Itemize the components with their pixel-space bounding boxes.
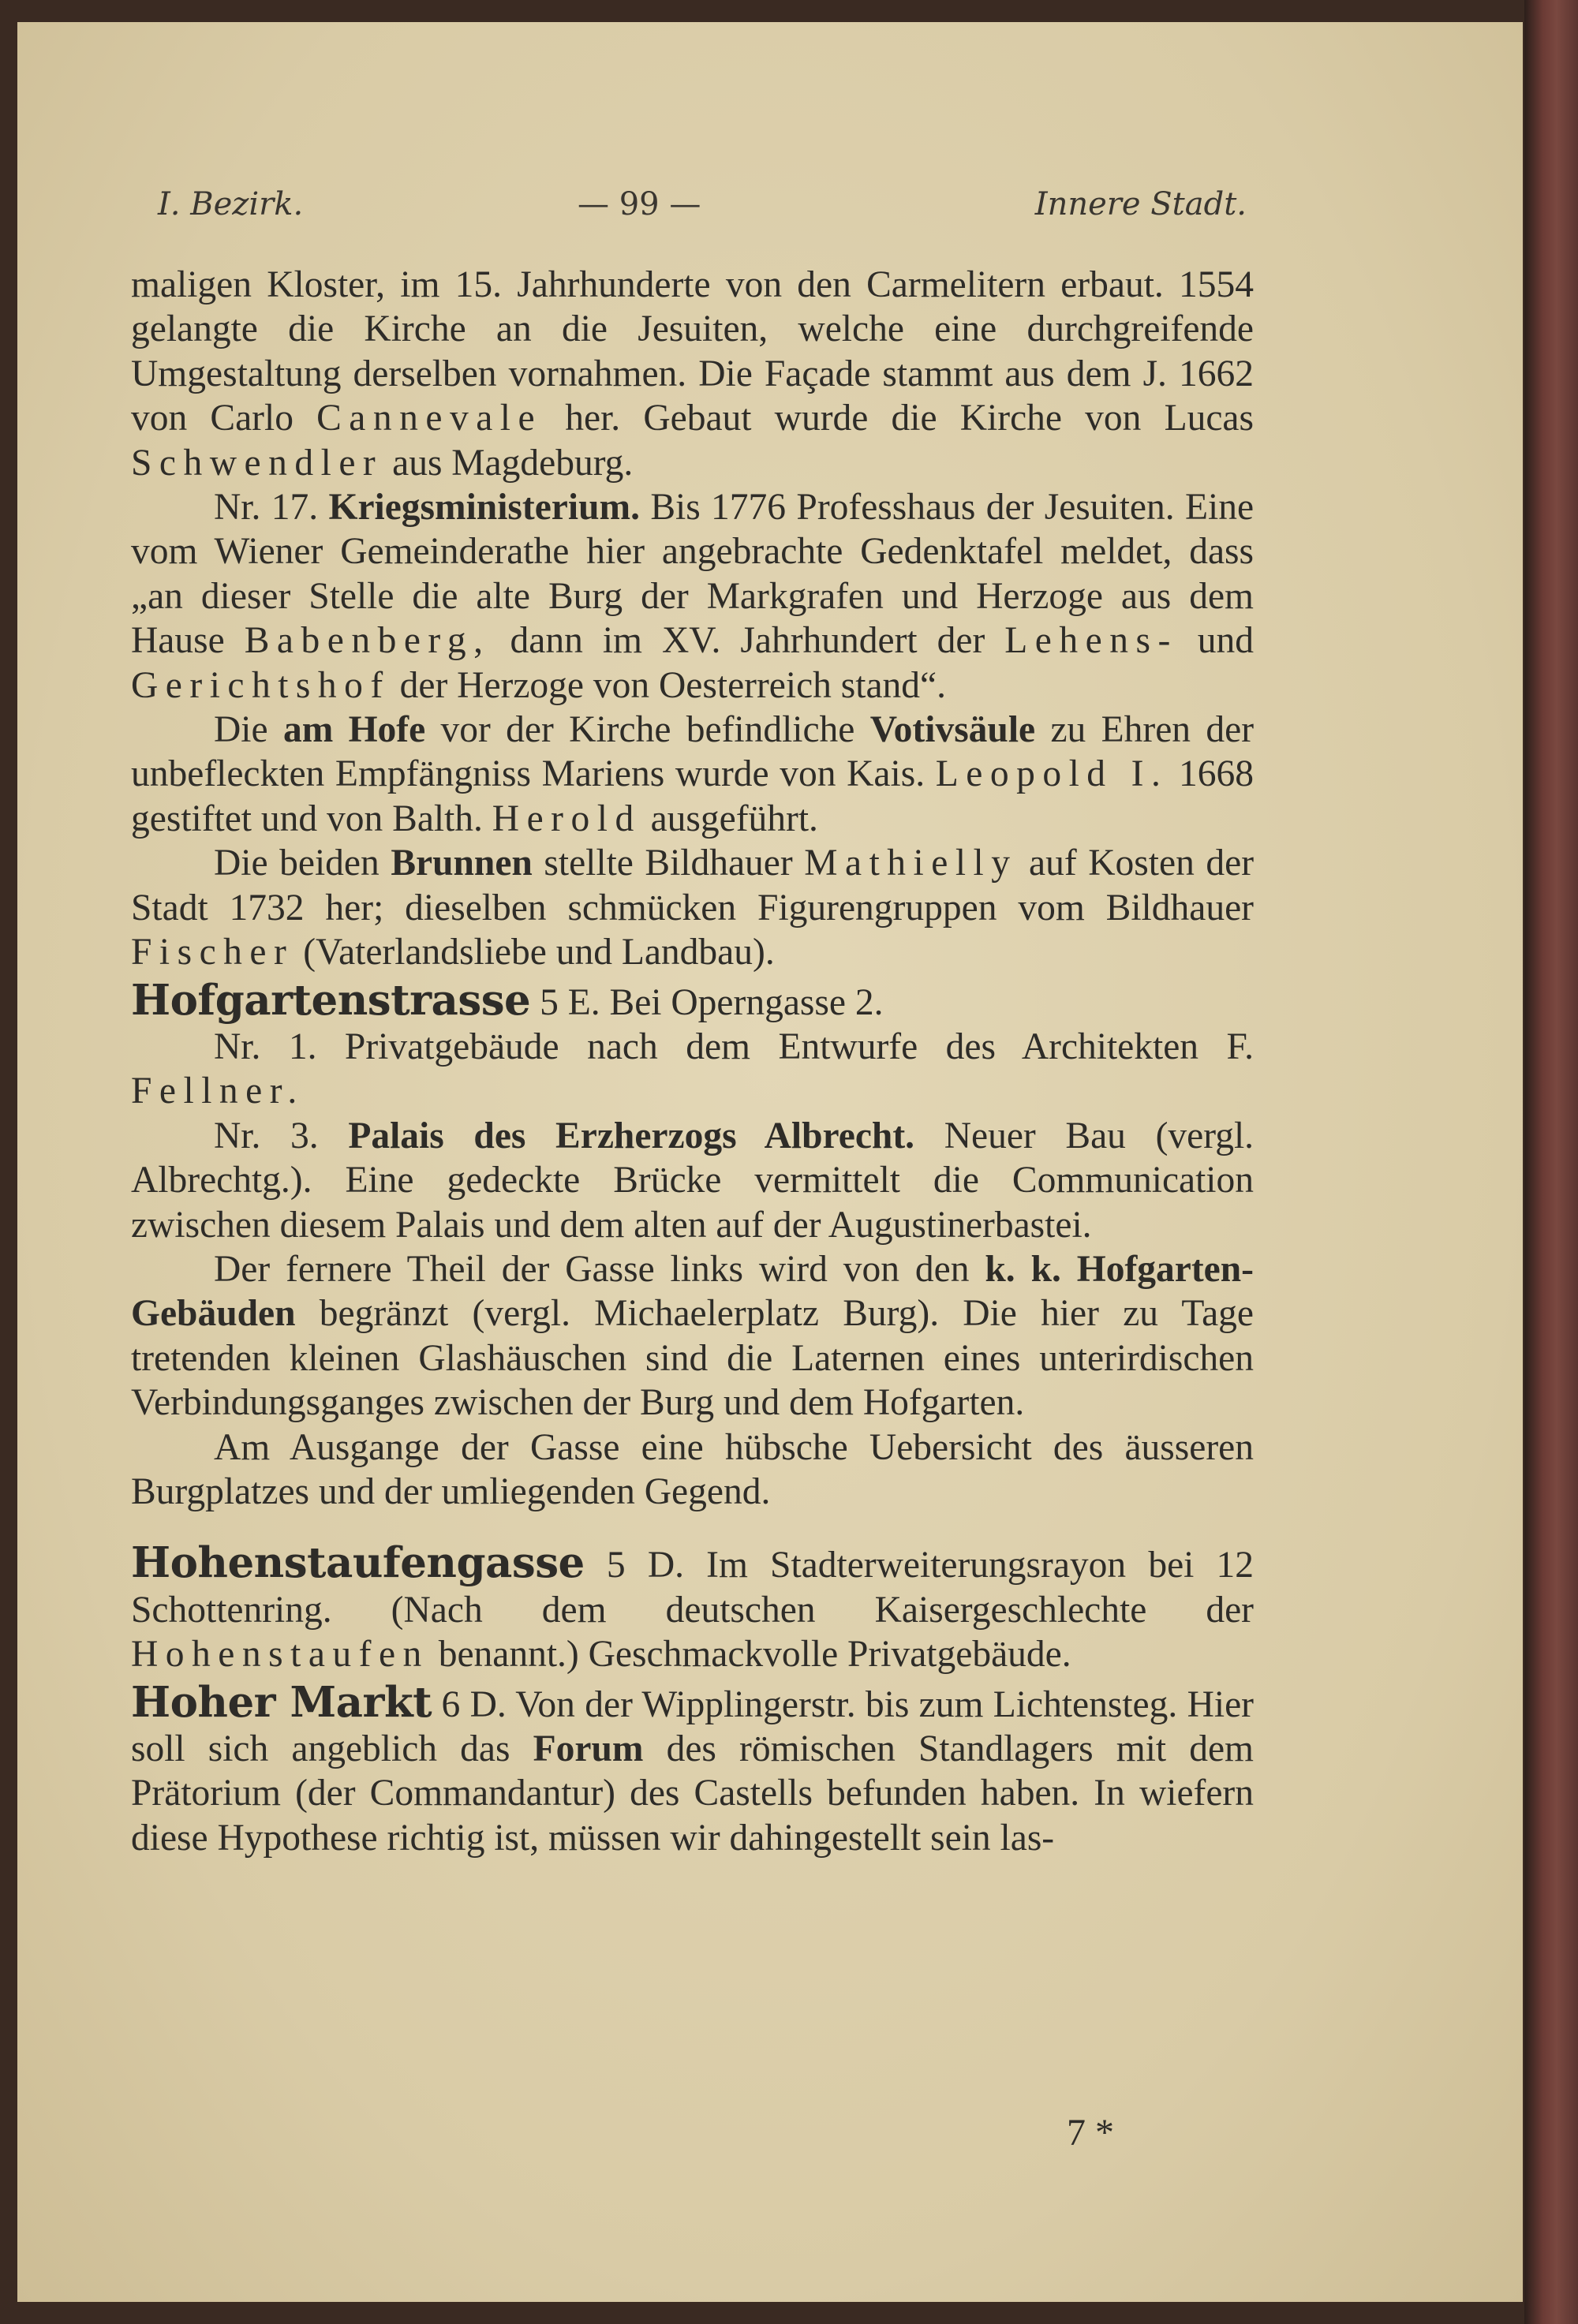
paragraph-carmeliter: maligen Kloster, im 15. Jahrhunderte von den Carmelitern erbaut. 1554 gelangte die Kirche an die Jesuiten, welche eine durchgreifende Umgestaltung derselben vornahmen. Die Façade stammt aus dem J. 1662 von Carlo Cannevale her. Gebaut wurde die Kirche von Lucas Schwendler aus Magdeburg. xyxy=(131,264,1254,484)
person-name: Schwendler xyxy=(131,442,383,484)
spaced-name: Lehens- xyxy=(1004,620,1178,662)
paragraph-privatgebaeude: Nr. 1. Privatgebäude nach dem Entwurfe des Architekten F. Fellner. xyxy=(131,1026,1254,1112)
header-district: I. Bezirk. xyxy=(158,186,304,222)
spaced-name: Fischer xyxy=(131,932,294,973)
bold-term: Forum xyxy=(533,1728,644,1769)
bold-term: Brunnen xyxy=(391,843,533,884)
paragraph-palais-albrecht: Nr. 3. Palais des Erzherzogs Albrecht. Neuer Bau (vergl. Albrechtg.). Eine gedeckte Brücke vermittelt die Communication zwischen diesem Palais und dem alten auf der Augustinerbastei. xyxy=(131,1115,1255,1246)
paragraph-ausgang: Am Ausgange der Gasse eine hübsche Uebersicht des äusseren Burgplatzes und der umliegenden Gegend. xyxy=(131,1426,1254,1512)
page-number: — 99 — xyxy=(578,186,701,222)
bold-term: am Hofe xyxy=(282,709,426,751)
spaced-name: Mathielly xyxy=(804,843,1018,884)
paragraph-hofgarten-gebaeude: Der fernere Theil der Gasse links wird von den k. k. Hofgarten-Gebäuden begränzt (vergl. Michaelerplatz Burg). Die hier zu Tage tretenden kleinen Glashäuschen sind die Laternen eines unterirdischen Verbindungsganges zwischen der Burg und dem Hofgarten. xyxy=(131,1248,1255,1424)
paragraph-kriegsministerium: Nr. 17. Kriegsministerium. Bis 1776 Professhaus der Jesuiten. Eine vom Wiener Gemeinderathe hier angebrachte Gedenktafel meldet, dass „an dieser Stelle die alte Burg der Markgrafen und Herzoge aus dem Hause Babenberg, dann im XV. Jahrhundert der Lehens- und Gerichtshof der Herzoge von Oesterreich stand“. xyxy=(131,487,1255,706)
spaced-name: Leopold I. xyxy=(935,753,1169,795)
entry-hoher-markt: Hoher Markt 6 D. Von der Wipplingerstr. bis zum Lichtensteg. Hier soll sich angeblich das Forum des römischen Standlagers mit dem Prätorium (der Commandantur) des Castells befunden haben. In wiefern diese Hypothese richtig ist, müssen wir dahingestellt sein las- xyxy=(131,1677,1254,1859)
entry-headword: Hoher Markt xyxy=(131,1677,432,1727)
spaced-name: Hohenstaufen xyxy=(131,1634,429,1676)
header-section: Innere Stadt. xyxy=(1034,186,1247,222)
bold-term: Palais des Erzherzogs Albrecht. xyxy=(348,1115,915,1156)
running-header xyxy=(158,186,1247,234)
page-body xyxy=(131,263,1254,1860)
entry-hofgartenstrasse: Hofgartenstrasse 5 E. Bei Operngasse 2. xyxy=(131,975,884,1025)
spaced-name: Fellner. xyxy=(131,1070,305,1112)
bold-term: k. k. Hofgarten-Gebäuden xyxy=(131,1248,1254,1335)
paragraph-votivsaeule: Die am Hofe vor der Kirche befindliche Votivsäule zu Ehren der unbefleckten Empfängniss Mariens wurde von Kais. Leopold I. 1668 gestiftet und von Balth. Herold ausgeführt. xyxy=(131,709,1255,839)
spaced-name: Herold xyxy=(492,798,641,839)
bold-term: Votivsäule xyxy=(869,709,1036,751)
entry-headword: Hohenstaufengasse xyxy=(131,1538,585,1588)
bold-term: Kriegsministerium. xyxy=(328,487,640,529)
person-name: Cannevale xyxy=(316,398,543,439)
paragraph-brunnen: Die beiden Brunnen stellte Bildhauer Mathielly auf Kosten der Stadt 1732 her; dieselben schmücken Figurengruppen vom Bildhauer Fischer (Vaterlandsliebe und Landbau). xyxy=(131,843,1255,973)
book-spine-edge xyxy=(1524,0,1578,2324)
entry-hohenstaufengasse: Hohenstaufengasse 5 D. Im Stadterweiterungsrayon bei 12 Schottenring. (Nach dem deutschen Kaisergeschlechte der Hohenstaufen benannt.) Geschmackvolle Privatgebäude. xyxy=(131,1538,1254,1676)
spaced-name: Babenberg, xyxy=(244,620,491,662)
spaced-name: Gerichtshof xyxy=(131,664,391,706)
signature-mark: 7 * xyxy=(1067,2112,1114,2154)
entry-headword: Hofgartenstrasse xyxy=(131,975,531,1025)
